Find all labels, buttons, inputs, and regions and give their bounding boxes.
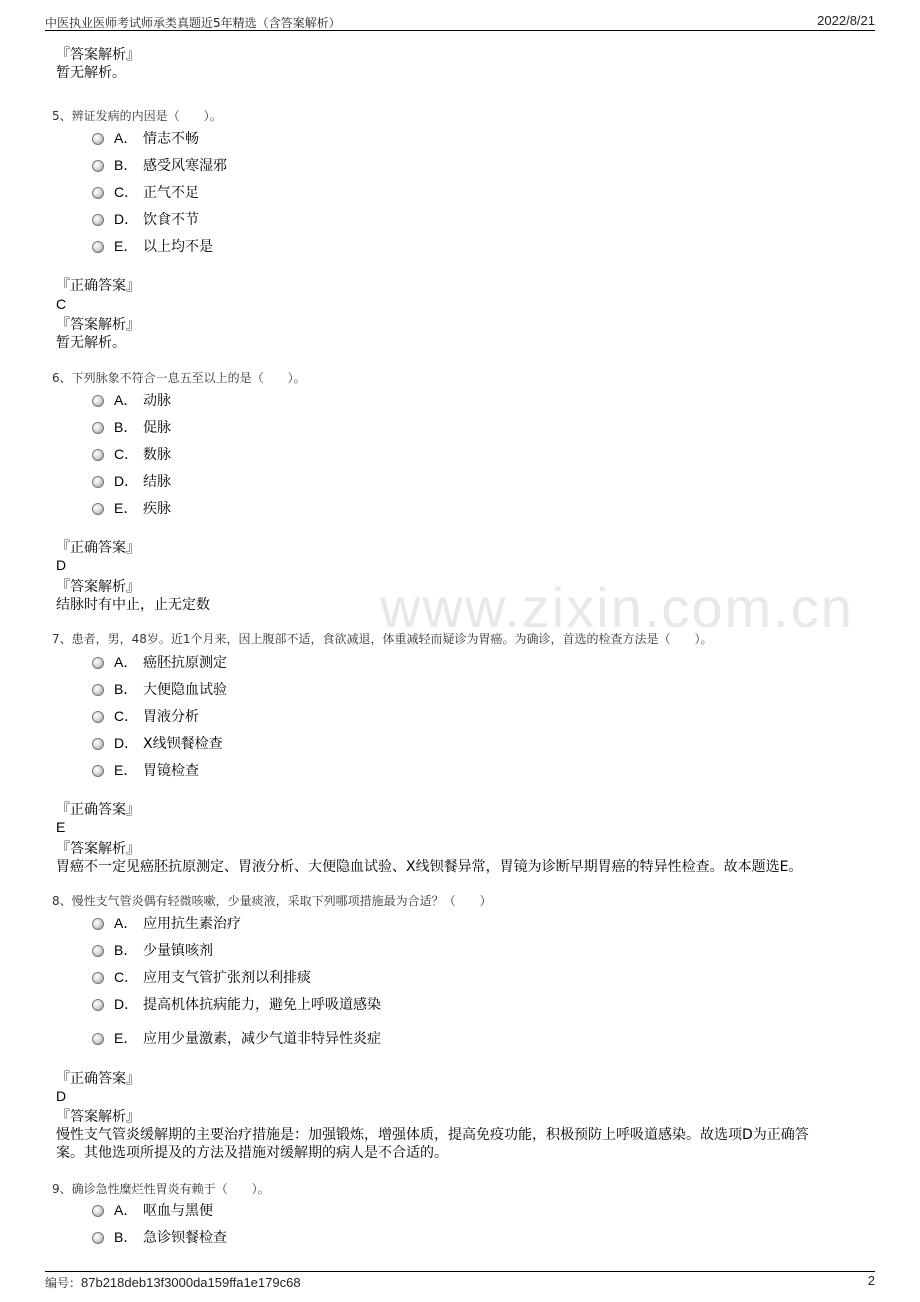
option-text: 癌胚抗原测定 [143, 655, 227, 671]
correct-answer: D [56, 557, 67, 573]
option-text: 饮食不节 [143, 212, 199, 228]
option-letter: D． [114, 996, 139, 1012]
option-text: 感受风寒湿邪 [143, 158, 227, 174]
correct-answer-label: 『正确答案』 [56, 278, 140, 294]
correct-answer: E [56, 819, 66, 835]
page-number: 2 [867, 1273, 875, 1288]
option-text: 应用支气管扩张剂以利排痰 [143, 970, 311, 986]
option-text: 动脉 [143, 393, 171, 409]
radio-icon[interactable] [92, 945, 104, 957]
question-5: 5、辨证发病的内因是（ ）。 [52, 109, 222, 123]
question-7: 7、患者，男，48岁。近1个月来，因上腹部不适，食欲减退，体重减轻而疑诊为胃癌。为确诊，首选的检查方法是（ ）。 [52, 632, 713, 646]
option-letter: A． [114, 1202, 138, 1218]
option-letter: C． [114, 969, 139, 985]
radio-icon[interactable] [92, 738, 104, 750]
option-letter: A． [114, 654, 138, 670]
option-letter: C． [114, 446, 139, 462]
radio-icon[interactable] [92, 187, 104, 199]
analysis-text: 暂无解析。 [56, 65, 126, 81]
option-letter: C． [114, 184, 139, 200]
analysis-label: 『答案解析』 [56, 1109, 140, 1125]
header-date: 2022/8/21 [817, 13, 875, 28]
option-text: 胃液分析 [143, 709, 199, 725]
analysis-label: 『答案解析』 [56, 47, 140, 63]
radio-icon[interactable] [92, 684, 104, 696]
radio-icon[interactable] [92, 476, 104, 488]
radio-icon[interactable] [92, 657, 104, 669]
radio-icon[interactable] [92, 999, 104, 1011]
option-text: 提高机体抗病能力，避免上呼吸道感染 [143, 997, 381, 1013]
analysis-label: 『答案解析』 [56, 317, 140, 333]
option-letter: C． [114, 708, 139, 724]
option-text: 呕血与黑便 [143, 1203, 213, 1219]
correct-answer: D [56, 1088, 67, 1104]
code-value: 87b218deb13f3000da159ffa1e179c68 [81, 1275, 301, 1290]
radio-icon[interactable] [92, 1205, 104, 1217]
radio-icon[interactable] [92, 765, 104, 777]
page-header [45, 12, 875, 31]
option-text: 少量镇咳剂 [143, 943, 213, 959]
radio-icon[interactable] [92, 711, 104, 723]
option-letter: A． [114, 392, 138, 408]
option-text: 大便隐血试验 [143, 682, 227, 698]
analysis-text: 结脉时有中止，止无定数 [56, 597, 210, 613]
radio-icon[interactable] [92, 503, 104, 515]
correct-answer-label: 『正确答案』 [56, 540, 140, 556]
option-text: X线钡餐检查 [143, 736, 223, 752]
option-text: 急诊钡餐检查 [143, 1230, 227, 1246]
radio-icon[interactable] [92, 972, 104, 984]
option-letter: B． [114, 942, 138, 958]
option-letter: A． [114, 130, 138, 146]
watermark: www.zixin.com.cn [380, 576, 854, 639]
analysis-text-line-1: 慢性支气管炎缓解期的主要治疗措施是：加强锻炼，增强体质，提高免疫功能，积极预防上呼吸道感染。故选项D为正确答 [56, 1127, 809, 1143]
radio-icon[interactable] [92, 133, 104, 145]
question-8: 8、慢性支气管炎偶有轻微咳嗽，少量痰液，采取下列哪项措施最为合适？（ ） [52, 894, 492, 908]
radio-icon[interactable] [92, 241, 104, 253]
option-text: 以上均不是 [143, 239, 213, 255]
analysis-text-line-2: 案。其他选项所提及的方法及措施对缓解期的病人是不合适的。 [56, 1145, 448, 1161]
radio-icon[interactable] [92, 449, 104, 461]
question-6: 6、下列脉象不符合一息五至以上的是（ ）。 [52, 371, 306, 385]
option-letter: D． [114, 473, 139, 489]
option-letter: E． [114, 500, 138, 516]
analysis-label: 『答案解析』 [56, 579, 140, 595]
option-letter: D． [114, 211, 139, 227]
radio-icon[interactable] [92, 160, 104, 172]
analysis-text: 胃癌不一定见癌胚抗原测定、胃液分析、大便隐血试验、X线钡餐异常，胃镜为诊断早期胃癌的特异性检查。故本题选E。 [56, 859, 803, 875]
correct-answer-label: 『正确答案』 [56, 1071, 140, 1087]
option-letter: E． [114, 1030, 138, 1046]
page-footer [45, 1271, 875, 1292]
option-text: 结脉 [143, 474, 171, 490]
analysis-label: 『答案解析』 [56, 841, 140, 857]
option-text: 应用抗生素治疗 [143, 916, 241, 932]
option-letter: B． [114, 1229, 138, 1245]
option-text: 正气不足 [143, 185, 199, 201]
document-title: 中医执业医师考试师承类真题近5年精选（含答案解析） [45, 16, 341, 30]
option-text: 应用少量激素，减少气道非特异性炎症 [143, 1031, 381, 1047]
option-letter: B． [114, 419, 138, 435]
code-label: 编号： [45, 1276, 82, 1290]
option-letter: E． [114, 762, 138, 778]
option-text: 情志不畅 [143, 131, 199, 147]
radio-icon[interactable] [92, 918, 104, 930]
radio-icon[interactable] [92, 1232, 104, 1244]
radio-icon[interactable] [92, 214, 104, 226]
analysis-text: 暂无解析。 [56, 335, 126, 351]
radio-icon[interactable] [92, 422, 104, 434]
option-letter: A． [114, 915, 138, 931]
option-letter: E． [114, 238, 138, 254]
question-9: 9、确诊急性糜烂性胃炎有赖于（ ）。 [52, 1182, 270, 1196]
option-text: 数脉 [143, 447, 171, 463]
document-code [45, 1274, 301, 1291]
option-letter: B． [114, 681, 138, 697]
option-letter: B． [114, 157, 138, 173]
option-text: 胃镜检查 [143, 763, 199, 779]
option-letter: D． [114, 735, 139, 751]
correct-answer: C [56, 296, 67, 312]
radio-icon[interactable] [92, 1033, 104, 1045]
option-text: 促脉 [143, 420, 171, 436]
option-text: 疾脉 [143, 501, 171, 517]
correct-answer-label: 『正确答案』 [56, 802, 140, 818]
radio-icon[interactable] [92, 395, 104, 407]
